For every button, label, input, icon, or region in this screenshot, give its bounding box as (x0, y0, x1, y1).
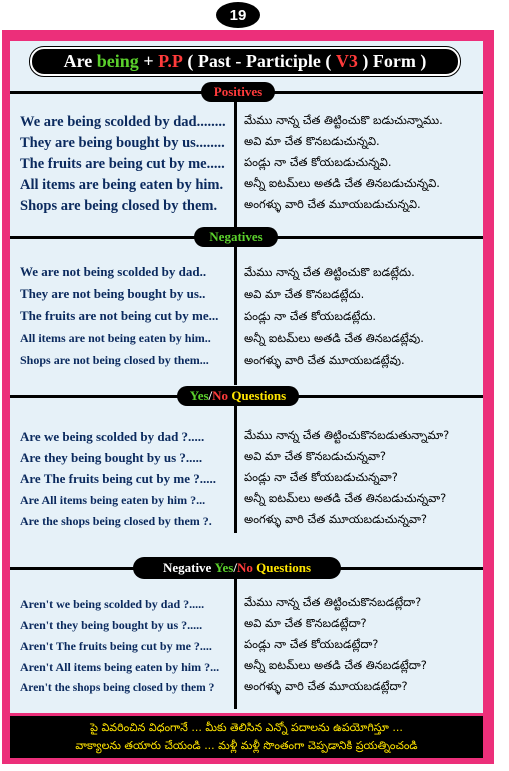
english-sentence: Aren't The fruits being cut by me ?.... (20, 639, 212, 653)
english-sentence: We are not being scolded by dad.. (20, 264, 207, 279)
english-sentence: The fruits are not being cut by me... (20, 308, 219, 323)
title-part7: ) Form ) (357, 51, 427, 71)
english-sentence: Are All items being eaten by him ?... (20, 493, 206, 507)
heading-slash: / (233, 560, 237, 575)
english-sentence: Aren't they being bought by us ?..... (20, 618, 203, 632)
english-sentence: All items are not being eaten by him.. (20, 331, 211, 345)
page-number: 19 (216, 2, 260, 28)
telugu-sentence: మేము నాన్న చేత తిట్టించుకొనబడట్లేదా? (244, 595, 422, 609)
title-part5: ( Past - Participle ( (182, 51, 336, 71)
telugu-sentence: మేము నాన్న చేత తిట్టించుకొ బడుచున్నాము. (244, 113, 443, 127)
telugu-sentence: అన్నీ ఐటమ్‌లు అతడి చేత తినబడుచున్నవి. (244, 176, 440, 190)
english-sentence: Are we being scolded by dad ?..... (20, 429, 205, 444)
english-sentence: Are The fruits being cut by me ?..... (20, 471, 216, 486)
telugu-sentence: అంగళ్ళు వారి చేత మూయబడుచున్నవి. (244, 197, 421, 211)
english-sentence: Are the shops being closed by them ?. (20, 514, 212, 528)
telugu-sentence: అంగళ్ళు వారి చేత మూయబడట్లేవు. (244, 353, 405, 367)
heading-rest: Questions (252, 560, 312, 575)
telugu-sentence: అవి మా చేత కొనబడుచున్నవా? (244, 449, 387, 463)
english-sentence: All items are being eaten by him. (20, 177, 224, 193)
heading-no: No (212, 388, 229, 403)
section-heading-neg-questions (133, 557, 341, 579)
title-part2: being (96, 51, 139, 71)
column-divider (234, 577, 237, 709)
heading-neg: Negative (162, 560, 215, 575)
telugu-sentence: అవి మా చేత కొనబడట్లేదు. (244, 287, 365, 301)
section-heading-positives (201, 82, 275, 102)
telugu-sentence: మేము నాన్న చేత తిట్టించుకొనబడుతున్నామా? (244, 428, 450, 442)
title-part6: V3 (335, 51, 358, 71)
title-part1: Are (63, 51, 97, 71)
english-sentence: Aren't the shops being closed by them ? (20, 682, 215, 694)
telugu-sentence: అవి మా చేత కొనబడట్లేదా? (244, 616, 367, 630)
english-sentence: Aren't All items being eaten by him ?... (20, 660, 220, 674)
english-sentence: They are not being bought by us.. (20, 286, 206, 301)
english-sentence: Are they being bought by us ?..... (20, 450, 203, 465)
heading-slash: / (208, 388, 213, 403)
footer-line-2: వాక్యాలను తయారు చేయండి ... మళ్లీ మళ్లీ సొంతంగా చెప్పడానికి ప్రయత్నించండి (75, 739, 418, 752)
english-sentence: The fruits are being cut by me..... (20, 156, 225, 172)
english-sentence: We are being scolded by dad........ (20, 114, 226, 130)
section-heading-questions (177, 386, 299, 406)
telugu-sentence: అన్నీ ఐటమ్‌లు అతడి చేత తినబడట్లేదా? (244, 658, 427, 672)
telugu-sentence: పండ్లు నా చేత కోయబడుచున్నవా? (244, 470, 398, 484)
title-part3: + (138, 51, 159, 71)
heading-yes: Yes (189, 388, 209, 403)
heading-yes: Yes (214, 560, 234, 575)
telugu-sentence: అంగళ్ళు వారి చేత మూయబడుచున్నవా? (244, 512, 427, 526)
telugu-sentence: అవి మా చేత కొనబడుచున్నవి. (244, 134, 380, 148)
telugu-sentence: అన్నీ ఐటమ్‌లు అతడి చేత తినబడట్లేవు. (244, 331, 424, 345)
english-sentence: Shops are not being closed by them... (20, 353, 209, 367)
heading-rest: Questions (228, 388, 287, 403)
heading-no: No (236, 560, 253, 575)
english-sentence: They are being bought by us........ (20, 135, 225, 151)
page-title (30, 47, 460, 76)
section-heading-negatives (194, 227, 278, 247)
telugu-sentence: అన్నీ ఐటమ్‌లు అతడి చేత తినబడుచున్నవా? (244, 491, 447, 505)
telugu-sentence: పండ్లు నా చేత కోయబడట్లేదు. (244, 309, 377, 323)
column-divider (234, 99, 237, 229)
footer-line-1: పై వివరించిన విధంగానే ... మీకు తెలిసిన ఎన్నో పదాలను ఉపయోగిస్తూ ... (90, 721, 403, 734)
telugu-sentence: మేము నాన్న చేత తిట్టించుకొ బడట్లేదు. (244, 265, 415, 279)
telugu-sentence: అంగళ్ళు వారి చేత మూయబడట్లేదా? (244, 679, 408, 693)
footer-note (10, 716, 483, 758)
heading-text: Negatives (209, 229, 263, 244)
column-divider (234, 245, 237, 385)
column-divider (234, 405, 237, 533)
english-sentence: Aren't we being scolded by dad ?..... (20, 597, 205, 611)
telugu-sentence: పండ్లు నా చేత కోయబడుచున్నవి. (244, 155, 392, 169)
english-sentence: Shops are being closed by them. (20, 198, 218, 214)
telugu-sentence: పండ్లు నా చేత కోయబడట్లేదా? (244, 637, 379, 651)
heading-text: Positives (213, 84, 263, 99)
title-part4: P.P (158, 51, 183, 71)
